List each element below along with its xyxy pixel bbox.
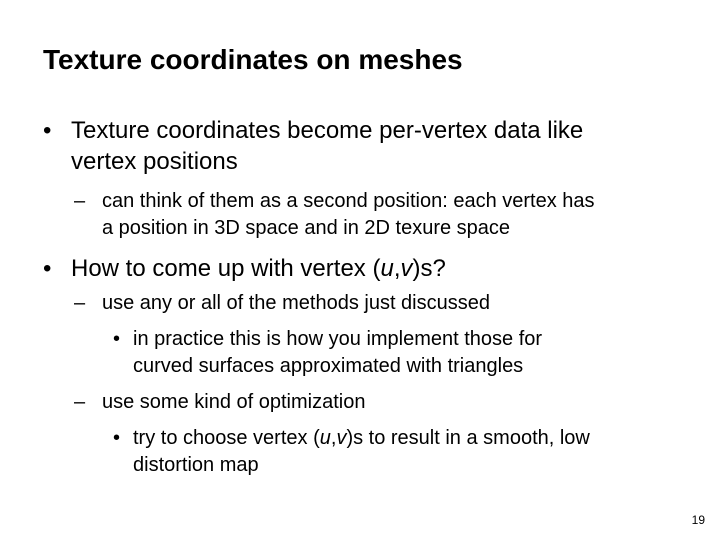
sub-item-text: use some kind of optimization bbox=[102, 391, 366, 413]
dash-marker: – bbox=[74, 391, 86, 413]
slide-title: Texture coordinates on meshes bbox=[43, 44, 463, 75]
sub-sub-item-text-line-1 bbox=[133, 425, 590, 452]
bullet-text-line-2: vertex positions bbox=[71, 148, 238, 175]
bullet-text-post: )s? bbox=[412, 255, 446, 282]
sub-item-text-line-2: a position in 3D space and in 2D texure space bbox=[102, 217, 511, 239]
sub-sub-item-text-line-1: in practice this is how you implement those for bbox=[133, 328, 543, 350]
sub-sub-item-text bbox=[133, 326, 542, 380]
sub-sub-item-text-line-2: distortion map bbox=[133, 454, 259, 476]
dash-marker: – bbox=[74, 190, 86, 212]
page-number: 19 bbox=[691, 513, 705, 527]
sub-item-text-line-1: can think of them as a second position: each vertex has bbox=[102, 190, 595, 212]
comma: , bbox=[393, 255, 401, 282]
bullet-marker: • bbox=[43, 255, 52, 282]
bullet-marker: • bbox=[113, 427, 121, 449]
bullet-text-pre: How to come up with vertex ( bbox=[71, 255, 381, 282]
bullet-marker: • bbox=[43, 117, 52, 144]
v-variable: v bbox=[336, 427, 347, 449]
bullet-text-line-1: Texture coordinates become per-vertex data like bbox=[71, 117, 584, 144]
bullet-text bbox=[71, 253, 446, 284]
v-variable: v bbox=[400, 255, 413, 282]
dash-marker: – bbox=[74, 292, 86, 314]
sub-item-text: use any or all of the methods just discussed bbox=[102, 292, 490, 314]
sub-sub-item-text-line-2: curved surfaces approximated with triangles bbox=[133, 355, 524, 377]
u-variable: u bbox=[319, 427, 331, 449]
comma: , bbox=[330, 427, 337, 449]
u-variable: u bbox=[380, 255, 394, 282]
text-pre: try to choose vertex ( bbox=[133, 427, 320, 449]
bullet-text bbox=[71, 115, 583, 177]
text-post: )s to result in a smooth, low bbox=[346, 427, 590, 449]
bullet-marker: • bbox=[113, 328, 121, 350]
sub-item-text bbox=[102, 188, 595, 242]
sub-sub-item-text bbox=[133, 425, 590, 479]
